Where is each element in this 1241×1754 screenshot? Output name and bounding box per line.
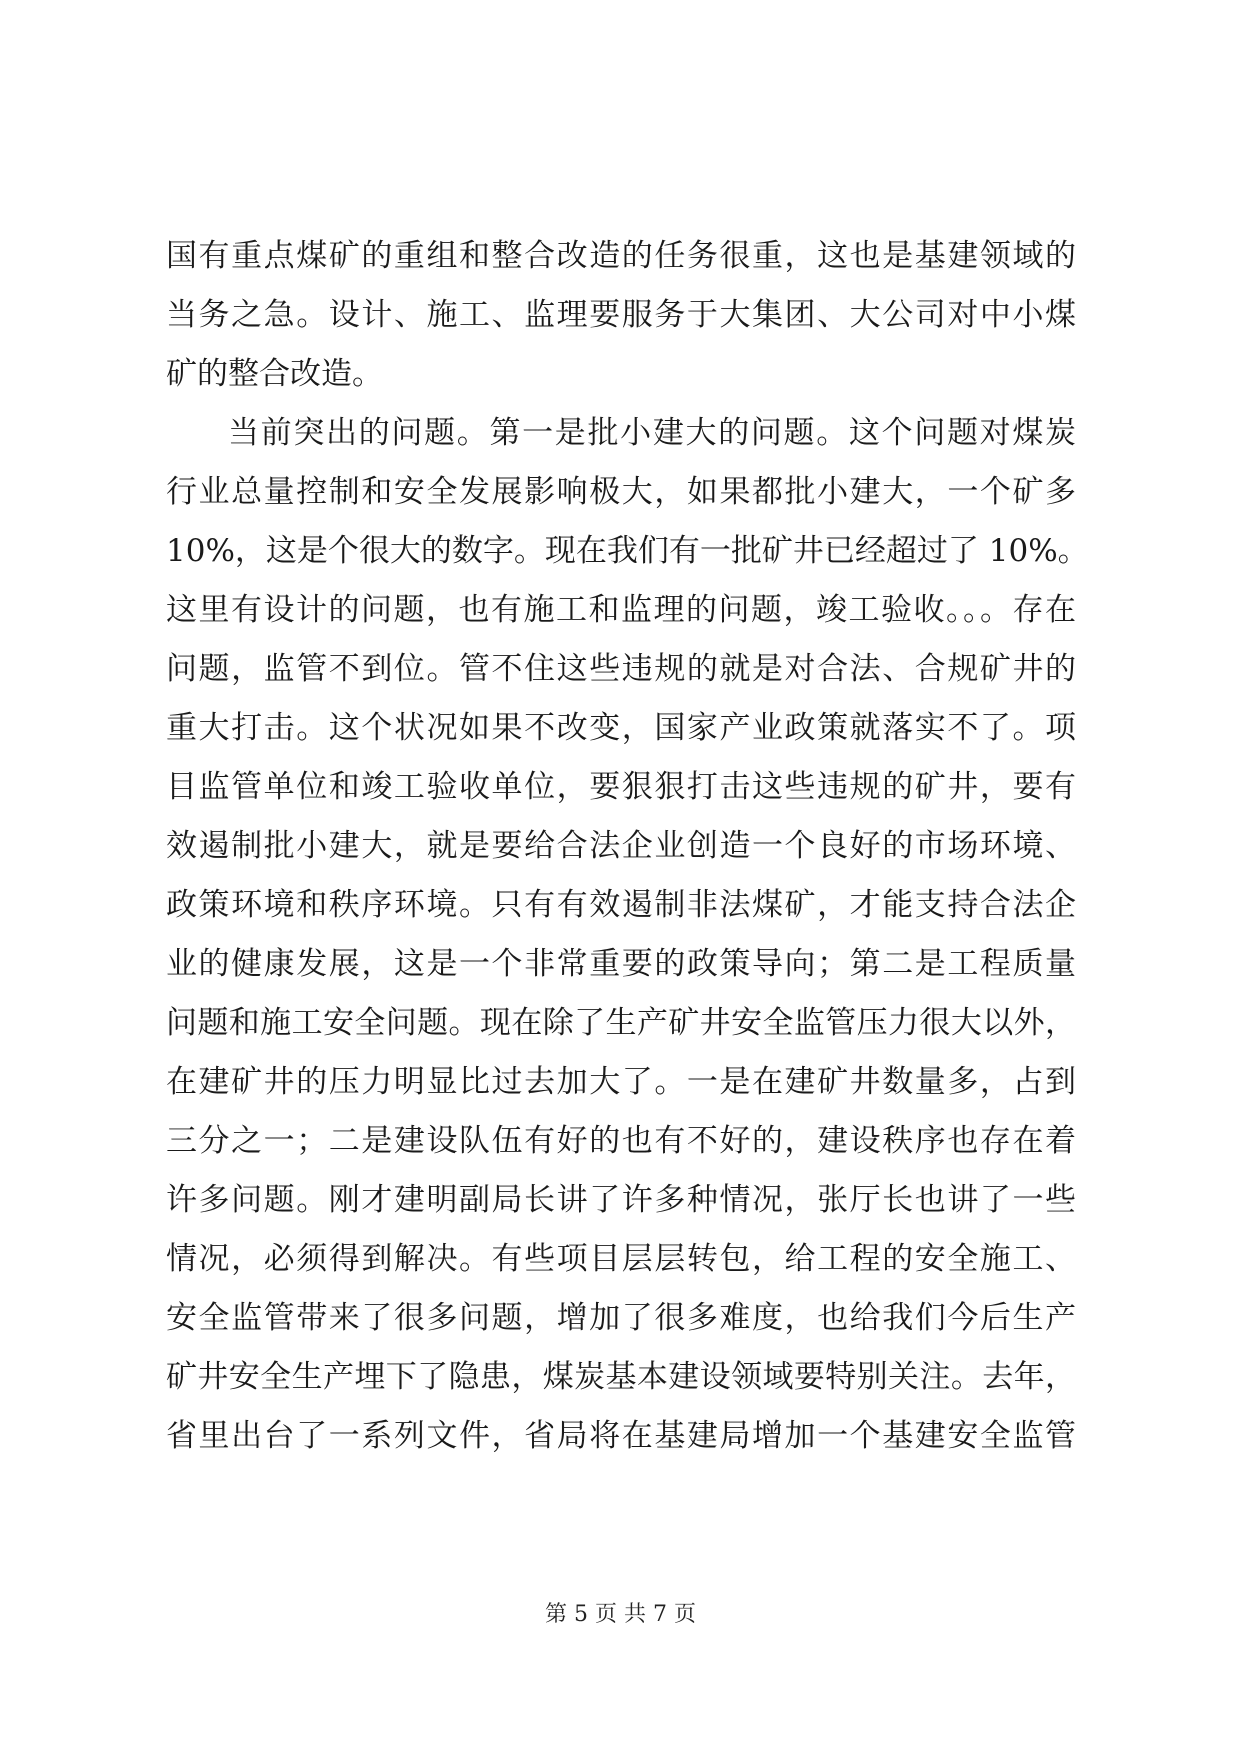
text-line-12: 政策环境和秩序环境。只有有效遏制非法煤矿，才能支持合法企 bbox=[166, 887, 1076, 923]
text-line-20: 矿井安全生产埋下了隐患，煤炭基本建设领域要特别关注。去年， bbox=[166, 1359, 1076, 1395]
text-line-3: 矿的整合改造。 bbox=[166, 356, 383, 392]
page-footer: 第 5 页 共 7 页 bbox=[545, 1602, 696, 1627]
text-line-7: 这里有设计的问题，也有施工和监理的问题，竣工验收。。。存在 bbox=[166, 592, 1076, 628]
text-line-19: 安全监管带来了很多问题，增加了很多难度，也给我们今后生产 bbox=[166, 1300, 1076, 1336]
text-line-9: 重大打击。这个状况如果不改变，国家产业政策就落实不了。项 bbox=[166, 710, 1076, 746]
text-line-8: 问题，监管不到位。管不住这些违规的就是对合法、合规矿井的 bbox=[166, 651, 1076, 687]
text-line-5: 行业总量控制和安全发展影响极大，如果都批小建大，一个矿多 bbox=[166, 474, 1076, 510]
text-line-14: 问题和施工安全问题。现在除了生产矿井安全监管压力很大以外， bbox=[166, 1005, 1076, 1041]
text-line-21: 省里出台了一系列文件，省局将在基建局增加一个基建安全监管 bbox=[166, 1418, 1076, 1454]
text-line-4: 当前突出的问题。第一是批小建大的问题。这个问题对煤炭 bbox=[228, 415, 1076, 451]
text-line-11: 效遏制批小建大，就是要给合法企业创造一个良好的市场环境、 bbox=[166, 828, 1076, 864]
text-line-16: 三分之一；二是建设队伍有好的也有不好的，建设秩序也存在着 bbox=[166, 1123, 1076, 1159]
text-line-13: 业的健康发展，这是一个非常重要的政策导向；第二是工程质量 bbox=[166, 946, 1076, 982]
text-line-2: 当务之急。设计、施工、监理要服务于大集团、大公司对中小煤 bbox=[166, 297, 1076, 333]
text-line-6: 10%，这是个很大的数字。现在我们有一批矿井已经超过了 10%。 bbox=[166, 533, 1089, 569]
text-line-17: 许多问题。刚才建明副局长讲了许多种情况，张厅长也讲了一些 bbox=[166, 1182, 1076, 1218]
text-line-15: 在建矿井的压力明显比过去加大了。一是在建矿井数量多，占到 bbox=[166, 1064, 1076, 1100]
text-line-1: 国有重点煤矿的重组和整合改造的任务很重，这也是基建领域的 bbox=[166, 238, 1076, 274]
text-line-10: 目监管单位和竣工验收单位，要狠狠打击这些违规的矿井，要有 bbox=[166, 769, 1076, 805]
text-line-18: 情况，必须得到解决。有些项目层层转包，给工程的安全施工、 bbox=[166, 1241, 1076, 1277]
